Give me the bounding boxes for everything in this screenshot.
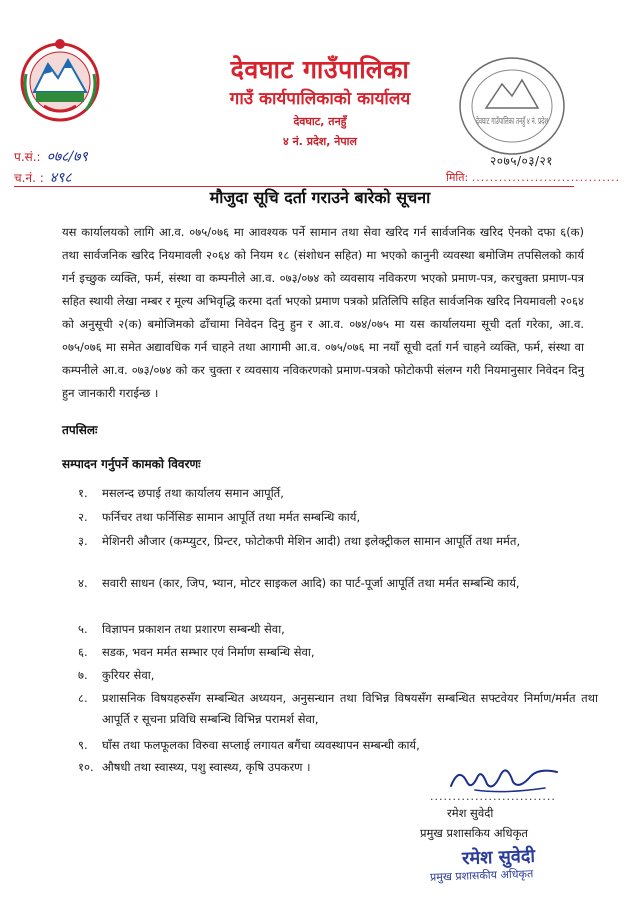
item-text: प्रशासनिक विषयहरुसँग सम्बन्धित अध्ययन, अनुसन्धान तथा विभिन्न विषयसँग सम्बन्धित सफ्टवेयर निर्माण/मर्मत तथा आपूर्ति र सूचना प्रविधि सम्बन्धि विभिन्न परामर्श सेवा, [102, 691, 598, 726]
address-line-2: ४ नं. प्रदेश, नेपाल [283, 135, 357, 148]
date-dots: ................................. [471, 171, 621, 184]
notice-body: यस कार्यालयको लागि आ.व. ०७५/०७६ मा आवश्यक पर्ने सामान तथा सेवा खरिद गर्न सार्वजनिक खरिद ऐनको दफा ६(क) तथा सार्वजनिक खरिद नियमावली २०६४ को नियम १८ (संशोधन सहित) मा भएको कानुनी व्यवस्था बमोजिम तपसिलको कार्य गर्न इच्छुक व्यक्ति, फर्म, संस्था वा कम्पनीले आ.व. ०७३/०७४ को व्यवसाय नविकरण भएको प्रमाण-पत्र, करचुक्ता प्रमाण-पत्र सहित स्थायी लेखा नम्बर र मूल्य अभिवृद्धि करमा दर्ता भएको प्रमाण पत्रको प्रतिलिपि सहित सार्वजनिक खरिद नियमावली २०६४ को अनुसूची २(क) बमोजिमको ढाँचामा निवेदन दिनु हुन र आ.व. ०७४/०७५ मा यस कार्यालयमा सूची दर्ता गरेका, आ.व. ०७५/०७६ मा समेत अद्यावधिक गर्न चाहने तथा आगामी आ.व. ०७५/०७६ मा नयाँ सूची दर्ता गर्न चाहने व्यक्ति, फर्म, संस्था वा कम्पनीले आ.व. ०७३/०७४ को कर चुक्ता र व्यवसाय नविकरणको प्रमाण-पत्रको फोटोकपी संलग्न गरी नियमानुसार निवेदन दिनु हुन जानकारी गराईन्छ । [62, 225, 584, 400]
name-stamp: रमेश सुवेदी [461, 845, 536, 870]
item-number: ५. [78, 622, 88, 636]
item-text: घाँस तथा फलफूलका विरुवा सप्लाई लगायत बगैंचा व्यवस्थापन सम्बन्धी कार्य, [102, 738, 420, 752]
date-label: मिति: [446, 171, 469, 184]
notice-title: मौजुदा सूचि दर्ता गराउने बारेको सूचना [209, 188, 431, 207]
item-number: २. [78, 510, 88, 524]
item-number: ३. [78, 534, 88, 548]
office-name: गाउँ कार्यपालिकाको कार्यालय [229, 89, 411, 109]
list-item [78, 665, 598, 686]
item-number: ९. [78, 738, 88, 752]
item-text: फर्निचर तथा फर्निसिङ सामान आपूर्ति तथा मर्मत सम्बन्धि कार्य, [102, 510, 361, 524]
item-text: विज्ञापन प्रकाशन तथा प्रशारण सम्बन्धी सेवा, [102, 622, 285, 636]
title-stamp: प्रमुख प्रशासकीय अधिकृत [429, 867, 534, 884]
date-field [446, 170, 620, 185]
work-details-heading: सम्पादन गर्नुपर्ने कामको विवरणः [62, 457, 201, 471]
item-text: कुरियर सेवा, [102, 668, 155, 682]
item-number: ४. [78, 576, 88, 590]
item-number: ६. [78, 645, 88, 659]
dispatch-number [14, 168, 72, 187]
date-value: २०७५/०३/२१ [490, 154, 554, 168]
nepal-emblem-logo [14, 34, 106, 126]
item-number: १०. [78, 760, 94, 774]
item-text: सवारी साधन (कार, जिप, भ्यान, मोटर साइकल आदि) का पार्ट-पूर्जा आपूर्ति तथा मर्मत सम्बन्धि कार्य, [102, 576, 520, 590]
signer-title: प्रमुख प्रशासकिय अधिकृत [420, 826, 528, 840]
list-item [78, 507, 598, 528]
list-item [78, 573, 598, 594]
ref-value: ०७८/७९ [46, 149, 88, 165]
ref-label: प.सं.: [14, 150, 41, 164]
item-text: मसलन्द छपाई तथा कार्यालय समान आपूर्ति, [102, 486, 284, 500]
tapsil-heading: तपसिलः [62, 423, 98, 437]
reference-number [14, 147, 88, 166]
item-text: मेशिनरी औजार (कम्प्युटर, प्रिन्टर, फोटोकपी मेशिन आदी) तथा इलेक्ट्रीकल सामान आपूर्ति तथा मर्मत, [102, 534, 521, 548]
signer-name: रमेश सुवेदी [447, 806, 494, 820]
item-number: ७. [78, 668, 88, 682]
list-item [78, 531, 598, 552]
list-item [78, 642, 598, 663]
item-number: १. [78, 486, 88, 500]
item-number: ८. [78, 691, 88, 705]
address-line-1: देवघाट, तनहुँ [293, 115, 347, 128]
dispatch-label: च.नं. : [14, 171, 44, 185]
item-text: सडक, भवन मर्मत सम्भार एवं निर्माण सम्बन्धि सेवा, [102, 645, 315, 659]
signature-dots: ............................ [430, 790, 556, 803]
dispatch-value: ४९८ [49, 170, 72, 186]
list-item [78, 619, 598, 640]
list-item [78, 688, 598, 730]
office-round-stamp [452, 50, 594, 162]
stamp-text: देवघाट गाउँपालिका तनहुँ ४ नं. प्रदेश [476, 117, 594, 127]
list-item [78, 483, 598, 504]
item-text: औषधी तथा स्वास्थ्य, पशु स्वास्थ्य, कृषि उपकरण । [102, 760, 311, 774]
organization-name: देवघाट गाउँपालिका [230, 55, 410, 84]
list-item [78, 735, 598, 756]
